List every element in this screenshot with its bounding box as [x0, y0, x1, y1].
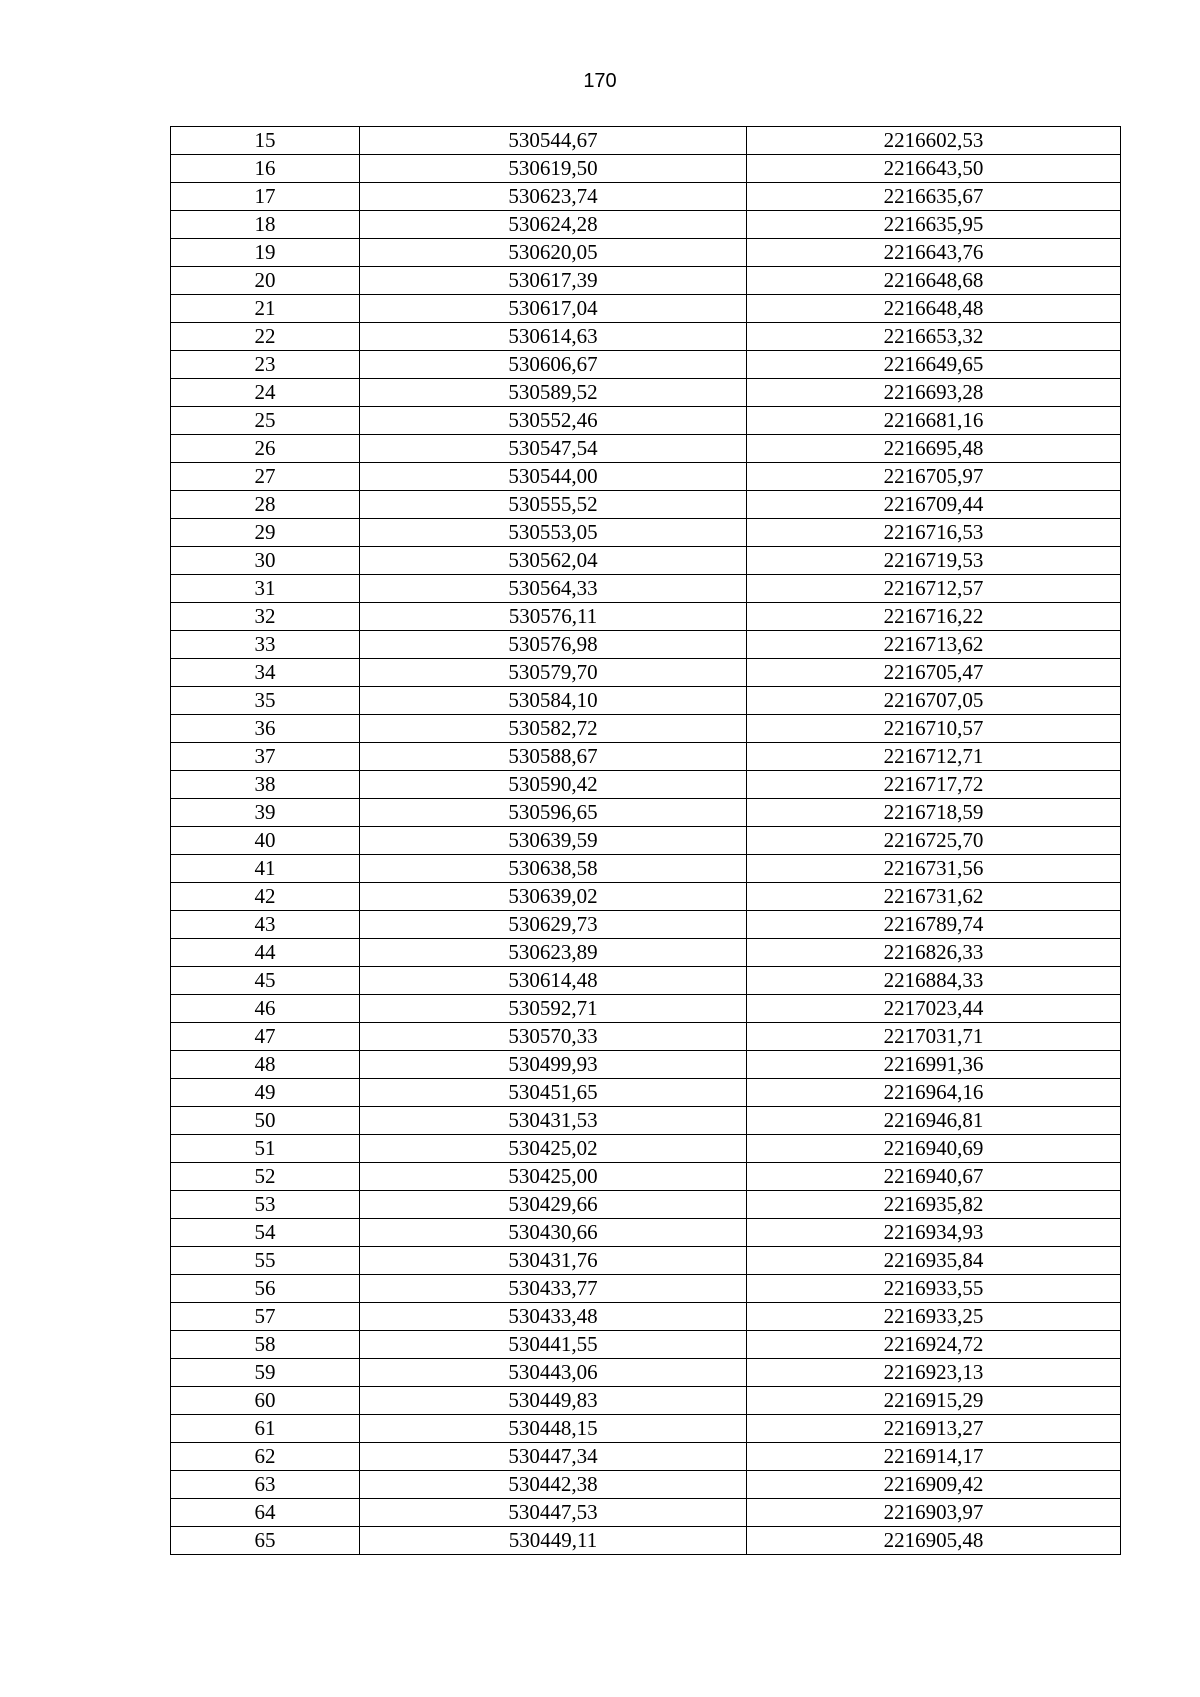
x-coordinate-cell: 530576,98: [360, 631, 747, 659]
x-coordinate-cell: 530570,33: [360, 1023, 747, 1051]
point-number-cell: 25: [171, 407, 360, 435]
y-coordinate-cell: 2216707,05: [747, 687, 1121, 715]
point-number-cell: 65: [171, 1527, 360, 1555]
point-number-cell: 53: [171, 1191, 360, 1219]
point-number-cell: 58: [171, 1331, 360, 1359]
point-number-cell: 28: [171, 491, 360, 519]
x-coordinate-cell: 530584,10: [360, 687, 747, 715]
y-coordinate-cell: 2216716,22: [747, 603, 1121, 631]
y-coordinate-cell: 2216940,69: [747, 1135, 1121, 1163]
table-row: [171, 1191, 1121, 1219]
point-number-cell: 17: [171, 183, 360, 211]
table-row: [171, 407, 1121, 435]
point-number-cell: 21: [171, 295, 360, 323]
x-coordinate-cell: 530564,33: [360, 575, 747, 603]
x-coordinate-cell: 530638,58: [360, 855, 747, 883]
x-coordinate-cell: 530606,67: [360, 351, 747, 379]
y-coordinate-cell: 2216653,32: [747, 323, 1121, 351]
point-number-cell: 44: [171, 939, 360, 967]
y-coordinate-cell: 2216940,67: [747, 1163, 1121, 1191]
x-coordinate-cell: 530433,48: [360, 1303, 747, 1331]
point-number-cell: 19: [171, 239, 360, 267]
x-coordinate-cell: 530562,04: [360, 547, 747, 575]
table-row: [171, 295, 1121, 323]
y-coordinate-cell: 2216717,72: [747, 771, 1121, 799]
x-coordinate-cell: 530617,39: [360, 267, 747, 295]
point-number-cell: 52: [171, 1163, 360, 1191]
y-coordinate-cell: 2216731,62: [747, 883, 1121, 911]
point-number-cell: 27: [171, 463, 360, 491]
table-row: [171, 211, 1121, 239]
x-coordinate-cell: 530614,48: [360, 967, 747, 995]
y-coordinate-cell: 2216725,70: [747, 827, 1121, 855]
table-row: [171, 267, 1121, 295]
x-coordinate-cell: 530431,53: [360, 1107, 747, 1135]
x-coordinate-cell: 530433,77: [360, 1275, 747, 1303]
x-coordinate-cell: 530442,38: [360, 1471, 747, 1499]
x-coordinate-cell: 530553,05: [360, 519, 747, 547]
x-coordinate-cell: 530639,02: [360, 883, 747, 911]
table-row: [171, 1135, 1121, 1163]
point-number-cell: 60: [171, 1387, 360, 1415]
x-coordinate-cell: 530582,72: [360, 715, 747, 743]
point-number-cell: 59: [171, 1359, 360, 1387]
table-row: [171, 883, 1121, 911]
point-number-cell: 35: [171, 687, 360, 715]
y-coordinate-cell: 2216789,74: [747, 911, 1121, 939]
x-coordinate-cell: 530620,05: [360, 239, 747, 267]
point-number-cell: 23: [171, 351, 360, 379]
table-row: [171, 127, 1121, 155]
x-coordinate-cell: 530449,83: [360, 1387, 747, 1415]
x-coordinate-cell: 530451,65: [360, 1079, 747, 1107]
point-number-cell: 26: [171, 435, 360, 463]
table-row: [171, 519, 1121, 547]
table-row: [171, 631, 1121, 659]
point-number-cell: 62: [171, 1443, 360, 1471]
point-number-cell: 47: [171, 1023, 360, 1051]
y-coordinate-cell: 2217031,71: [747, 1023, 1121, 1051]
table-row: [171, 1051, 1121, 1079]
x-coordinate-cell: 530544,00: [360, 463, 747, 491]
table-row: [171, 239, 1121, 267]
y-coordinate-cell: 2216964,16: [747, 1079, 1121, 1107]
x-coordinate-cell: 530619,50: [360, 155, 747, 183]
y-coordinate-cell: 2216602,53: [747, 127, 1121, 155]
point-number-cell: 57: [171, 1303, 360, 1331]
point-number-cell: 40: [171, 827, 360, 855]
x-coordinate-cell: 530590,42: [360, 771, 747, 799]
point-number-cell: 18: [171, 211, 360, 239]
page-number: 170: [583, 70, 617, 92]
table-row: [171, 1163, 1121, 1191]
y-coordinate-cell: 2216712,71: [747, 743, 1121, 771]
table-row: [171, 715, 1121, 743]
point-number-cell: 55: [171, 1247, 360, 1275]
y-coordinate-cell: 2216826,33: [747, 939, 1121, 967]
point-number-cell: 39: [171, 799, 360, 827]
table-row: [171, 1471, 1121, 1499]
point-number-cell: 29: [171, 519, 360, 547]
y-coordinate-cell: 2216718,59: [747, 799, 1121, 827]
y-coordinate-cell: 2216923,13: [747, 1359, 1121, 1387]
point-number-cell: 41: [171, 855, 360, 883]
y-coordinate-cell: 2216716,53: [747, 519, 1121, 547]
y-coordinate-cell: 2216643,50: [747, 155, 1121, 183]
table-row: [171, 1387, 1121, 1415]
y-coordinate-cell: 2216695,48: [747, 435, 1121, 463]
x-coordinate-cell: 530617,04: [360, 295, 747, 323]
table-row: [171, 659, 1121, 687]
point-number-cell: 20: [171, 267, 360, 295]
y-coordinate-cell: 2216635,67: [747, 183, 1121, 211]
x-coordinate-cell: 530429,66: [360, 1191, 747, 1219]
y-coordinate-cell: 2216693,28: [747, 379, 1121, 407]
y-coordinate-cell: 2216934,93: [747, 1219, 1121, 1247]
y-coordinate-cell: 2216933,55: [747, 1275, 1121, 1303]
x-coordinate-cell: 530623,74: [360, 183, 747, 211]
coordinates-table-body: [171, 127, 1121, 1555]
y-coordinate-cell: 2216719,53: [747, 547, 1121, 575]
y-coordinate-cell: 2216935,84: [747, 1247, 1121, 1275]
table-row: [171, 1443, 1121, 1471]
table-row: [171, 995, 1121, 1023]
coordinates-table: [170, 126, 1121, 1555]
table-row: [171, 379, 1121, 407]
table-row: [171, 491, 1121, 519]
y-coordinate-cell: 2216915,29: [747, 1387, 1121, 1415]
table-row: [171, 575, 1121, 603]
x-coordinate-cell: 530425,02: [360, 1135, 747, 1163]
point-number-cell: 43: [171, 911, 360, 939]
table-row: [171, 323, 1121, 351]
point-number-cell: 32: [171, 603, 360, 631]
table-row: [171, 799, 1121, 827]
x-coordinate-cell: 530624,28: [360, 211, 747, 239]
table-row: [171, 603, 1121, 631]
point-number-cell: 15: [171, 127, 360, 155]
y-coordinate-cell: 2216905,48: [747, 1527, 1121, 1555]
point-number-cell: 31: [171, 575, 360, 603]
table-row: [171, 1303, 1121, 1331]
x-coordinate-cell: 530552,46: [360, 407, 747, 435]
table-row: [171, 1219, 1121, 1247]
point-number-cell: 45: [171, 967, 360, 995]
table-row: [171, 1079, 1121, 1107]
x-coordinate-cell: 530589,52: [360, 379, 747, 407]
table-row: [171, 463, 1121, 491]
point-number-cell: 51: [171, 1135, 360, 1163]
y-coordinate-cell: 2216705,97: [747, 463, 1121, 491]
x-coordinate-cell: 530448,15: [360, 1415, 747, 1443]
table-row: [171, 743, 1121, 771]
table-row: [171, 827, 1121, 855]
x-coordinate-cell: 530447,34: [360, 1443, 747, 1471]
table-row: [171, 1247, 1121, 1275]
y-coordinate-cell: 2216710,57: [747, 715, 1121, 743]
x-coordinate-cell: 530547,54: [360, 435, 747, 463]
table-row: [171, 967, 1121, 995]
x-coordinate-cell: 530579,70: [360, 659, 747, 687]
point-number-cell: 30: [171, 547, 360, 575]
table-row: [171, 1023, 1121, 1051]
y-coordinate-cell: 2216705,47: [747, 659, 1121, 687]
x-coordinate-cell: 530592,71: [360, 995, 747, 1023]
y-coordinate-cell: 2216924,72: [747, 1331, 1121, 1359]
y-coordinate-cell: 2216935,82: [747, 1191, 1121, 1219]
point-number-cell: 22: [171, 323, 360, 351]
x-coordinate-cell: 530430,66: [360, 1219, 747, 1247]
x-coordinate-cell: 530499,93: [360, 1051, 747, 1079]
y-coordinate-cell: 2216913,27: [747, 1415, 1121, 1443]
y-coordinate-cell: 2217023,44: [747, 995, 1121, 1023]
table-row: [171, 855, 1121, 883]
point-number-cell: 49: [171, 1079, 360, 1107]
x-coordinate-cell: 530576,11: [360, 603, 747, 631]
y-coordinate-cell: 2216909,42: [747, 1471, 1121, 1499]
x-coordinate-cell: 530596,65: [360, 799, 747, 827]
x-coordinate-cell: 530449,11: [360, 1527, 747, 1555]
point-number-cell: 64: [171, 1499, 360, 1527]
point-number-cell: 38: [171, 771, 360, 799]
point-number-cell: 36: [171, 715, 360, 743]
table-row: [171, 687, 1121, 715]
x-coordinate-cell: 530425,00: [360, 1163, 747, 1191]
table-row: [171, 435, 1121, 463]
y-coordinate-cell: 2216648,48: [747, 295, 1121, 323]
y-coordinate-cell: 2216914,17: [747, 1443, 1121, 1471]
table-row: [171, 1275, 1121, 1303]
table-row: [171, 351, 1121, 379]
y-coordinate-cell: 2216681,16: [747, 407, 1121, 435]
point-number-cell: 24: [171, 379, 360, 407]
x-coordinate-cell: 530623,89: [360, 939, 747, 967]
point-number-cell: 48: [171, 1051, 360, 1079]
y-coordinate-cell: 2216946,81: [747, 1107, 1121, 1135]
point-number-cell: 63: [171, 1471, 360, 1499]
x-coordinate-cell: 530629,73: [360, 911, 747, 939]
table-row: [171, 771, 1121, 799]
y-coordinate-cell: 2216712,57: [747, 575, 1121, 603]
y-coordinate-cell: 2216933,25: [747, 1303, 1121, 1331]
table-row: [171, 1527, 1121, 1555]
point-number-cell: 37: [171, 743, 360, 771]
y-coordinate-cell: 2216709,44: [747, 491, 1121, 519]
x-coordinate-cell: 530431,76: [360, 1247, 747, 1275]
x-coordinate-cell: 530441,55: [360, 1331, 747, 1359]
x-coordinate-cell: 530555,52: [360, 491, 747, 519]
y-coordinate-cell: 2216884,33: [747, 967, 1121, 995]
table-row: [171, 1415, 1121, 1443]
x-coordinate-cell: 530544,67: [360, 127, 747, 155]
x-coordinate-cell: 530614,63: [360, 323, 747, 351]
y-coordinate-cell: 2216649,65: [747, 351, 1121, 379]
point-number-cell: 42: [171, 883, 360, 911]
table-row: [171, 547, 1121, 575]
y-coordinate-cell: 2216991,36: [747, 1051, 1121, 1079]
y-coordinate-cell: 2216731,56: [747, 855, 1121, 883]
table-row: [171, 1331, 1121, 1359]
point-number-cell: 54: [171, 1219, 360, 1247]
table-row: [171, 1107, 1121, 1135]
table-row: [171, 939, 1121, 967]
table-row: [171, 1359, 1121, 1387]
x-coordinate-cell: 530588,67: [360, 743, 747, 771]
y-coordinate-cell: 2216648,68: [747, 267, 1121, 295]
table-row: [171, 911, 1121, 939]
y-coordinate-cell: 2216643,76: [747, 239, 1121, 267]
point-number-cell: 50: [171, 1107, 360, 1135]
x-coordinate-cell: 530639,59: [360, 827, 747, 855]
x-coordinate-cell: 530447,53: [360, 1499, 747, 1527]
y-coordinate-cell: 2216713,62: [747, 631, 1121, 659]
x-coordinate-cell: 530443,06: [360, 1359, 747, 1387]
point-number-cell: 33: [171, 631, 360, 659]
point-number-cell: 56: [171, 1275, 360, 1303]
table-row: [171, 155, 1121, 183]
point-number-cell: 16: [171, 155, 360, 183]
y-coordinate-cell: 2216635,95: [747, 211, 1121, 239]
point-number-cell: 61: [171, 1415, 360, 1443]
y-coordinate-cell: 2216903,97: [747, 1499, 1121, 1527]
table-row: [171, 183, 1121, 211]
table-row: [171, 1499, 1121, 1527]
point-number-cell: 46: [171, 995, 360, 1023]
point-number-cell: 34: [171, 659, 360, 687]
